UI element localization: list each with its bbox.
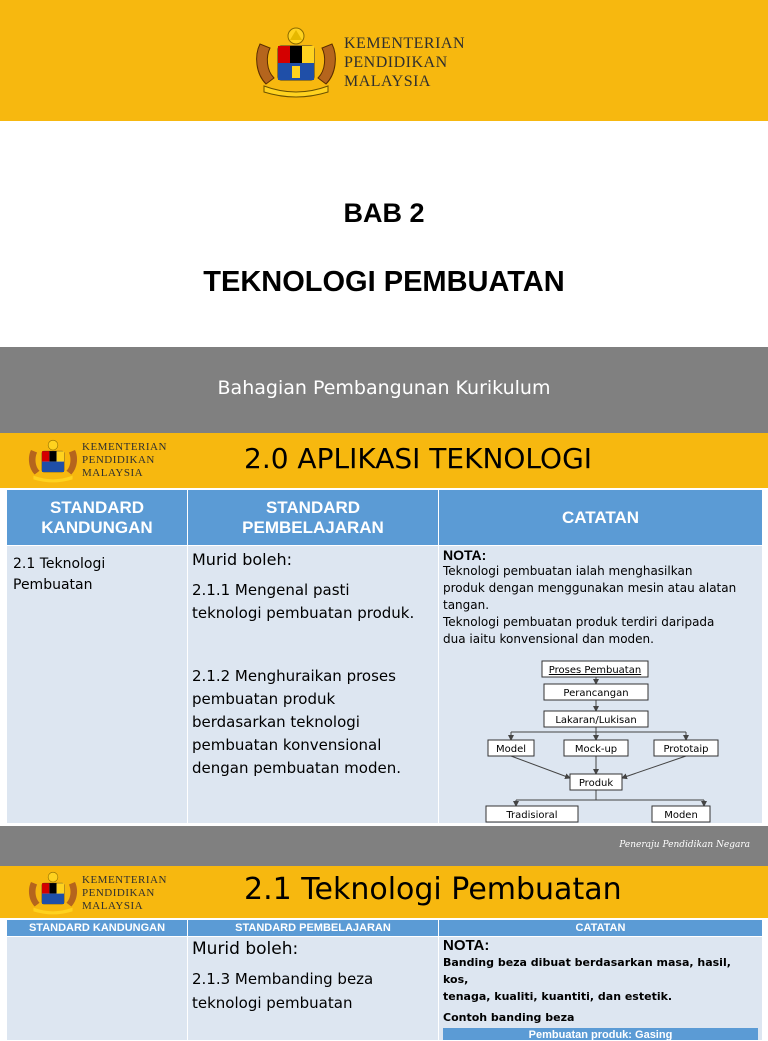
nota-line: dua iaitu konvensional dan moden. [443, 632, 654, 646]
sp-2-1-2-line5: dengan pembuatan moden. [192, 759, 401, 777]
sp-2-1-1-line1: 2.1.1 Mengenal pasti [192, 581, 350, 599]
division-band [0, 347, 768, 433]
flow-branch-model: Model [495, 744, 527, 755]
sp-2-1-1-line2: teknologi pembuatan produk. [192, 604, 415, 622]
kandungan-cell [7, 937, 188, 1041]
ministry-line-2: PENDIDIKAN [344, 54, 448, 71]
malaysia-crest-logo [24, 871, 82, 915]
table-header-row [7, 490, 763, 546]
flow-out-moden: Moden [664, 810, 698, 821]
nota-text [443, 563, 758, 648]
slide3-header [0, 866, 768, 918]
ministry-name [344, 36, 465, 90]
pembelajaran-cell [188, 546, 439, 824]
nota-label: NOTA: [443, 547, 487, 563]
malaysia-crest-logo [252, 26, 340, 98]
contoh-label: Contoh banding beza [443, 1011, 575, 1024]
flow-branch-prototaip: Prototaip [663, 744, 709, 755]
standards-table [6, 919, 763, 1041]
division-label: Bahagian Pembangunan Kurikulum [217, 377, 551, 399]
slide-title-number: 2.1 [244, 872, 292, 907]
flow-step-perancangan: Perancangan [563, 688, 629, 699]
sp-2-1-2-line3: berdasarkan teknologi [192, 713, 360, 731]
murid-boleh: Murid boleh: [192, 550, 292, 569]
nota-line: Teknologi pembuatan ialah menghasilkan [443, 564, 693, 578]
header-kandungan [7, 490, 188, 546]
ministry-line-3: MALAYSIA [82, 900, 144, 912]
kandungan-line1: 2.1 Teknologi [13, 556, 106, 572]
sp-2-1-3-line1: 2.1.3 Membanding beza [192, 970, 374, 988]
kandungan-line2: Pembuatan [13, 577, 93, 593]
header-kandungan: STANDARD KANDUNGAN [7, 920, 188, 937]
pembelajaran-cell [188, 937, 439, 1041]
comparison-table-title: Pembuatan produk: Gasing [443, 1028, 758, 1040]
ministry-name [82, 442, 167, 479]
kandungan-cell [7, 546, 188, 824]
chapter-label: BAB 2 [343, 198, 425, 228]
header-pembelajaran [188, 490, 439, 546]
nota-line: Teknologi pembuatan produk terdiri daripada [443, 615, 715, 629]
flow-step-lakaran: Lakaran/Lukisan [555, 715, 637, 726]
header-catatan: CATATAN [439, 920, 763, 937]
nota-line: produk dengan menggunakan mesin atau alatan [443, 581, 737, 595]
ministry-line-1: KEMENTERIAN [82, 874, 167, 886]
flow-branch-mockup: Mock-up [574, 744, 618, 755]
flow-title: Proses Pembuatan [548, 665, 642, 676]
ministry-line-1: KEMENTERIAN [82, 441, 167, 453]
flow-out-tradisional: Tradisioral [506, 810, 558, 821]
process-flow-diagram [482, 660, 754, 830]
header-pembelajaran: STANDARD PEMBELAJARAN [188, 920, 439, 937]
chapter-title: TEKNOLOGI PEMBUATAN [203, 266, 565, 298]
ministry-line-3: MALAYSIA [82, 467, 144, 479]
table-row [7, 937, 763, 1041]
slide-title: 2.0 APLIKASI TEKNOLOGI [244, 442, 593, 475]
nota-label: NOTA: [443, 937, 490, 954]
nota-line: tenaga, kualiti, kuantiti, dan estetik. [443, 990, 673, 1003]
header-pembelajaran-line2: PEMBELAJARAN [242, 517, 384, 537]
ministry-name [82, 875, 167, 912]
table-header-row [7, 920, 763, 937]
header-kandungan-line2: KANDUNGAN [41, 517, 153, 537]
murid-boleh: Murid boleh: [192, 939, 299, 959]
slide2-header [0, 433, 768, 488]
title-slide-header [0, 0, 768, 121]
footer-slogan: Peneraju Pendidikan Negara [619, 840, 750, 850]
sp-2-1-2-line2: pembuatan produk [192, 690, 336, 708]
header-pembelajaran-line1: STANDARD [265, 497, 361, 517]
ministry-line-1: KEMENTERIAN [344, 35, 466, 52]
catatan-cell [439, 937, 763, 1041]
slide-title-text: Teknologi Pembuatan [301, 872, 622, 907]
ministry-line-2: PENDIDIKAN [82, 454, 155, 466]
sp-2-1-2 [192, 665, 434, 780]
sp-2-1-2-line4: pembuatan konvensional [192, 736, 382, 754]
header-kandungan-line1: STANDARD [49, 497, 145, 517]
ministry-line-2: PENDIDIKAN [82, 887, 155, 899]
nota-text [443, 954, 758, 1026]
slide-title [244, 872, 622, 907]
sp-2-1-3-line2: teknologi pembuatan [192, 994, 353, 1012]
ministry-line-3: MALAYSIA [344, 73, 431, 90]
sp-2-1-2-line1: 2.1.2 Menghuraikan proses [192, 667, 396, 685]
flow-result-produk: Produk [578, 778, 614, 789]
nota-line: Banding beza dibuat berdasarkan masa, hasil, kos, [443, 956, 731, 986]
malaysia-crest-logo [24, 439, 82, 483]
footer-band [0, 826, 768, 866]
header-catatan: CATATAN [439, 490, 763, 546]
sp-2-1-1 [192, 579, 434, 625]
nota-line: tangan. [443, 598, 490, 612]
